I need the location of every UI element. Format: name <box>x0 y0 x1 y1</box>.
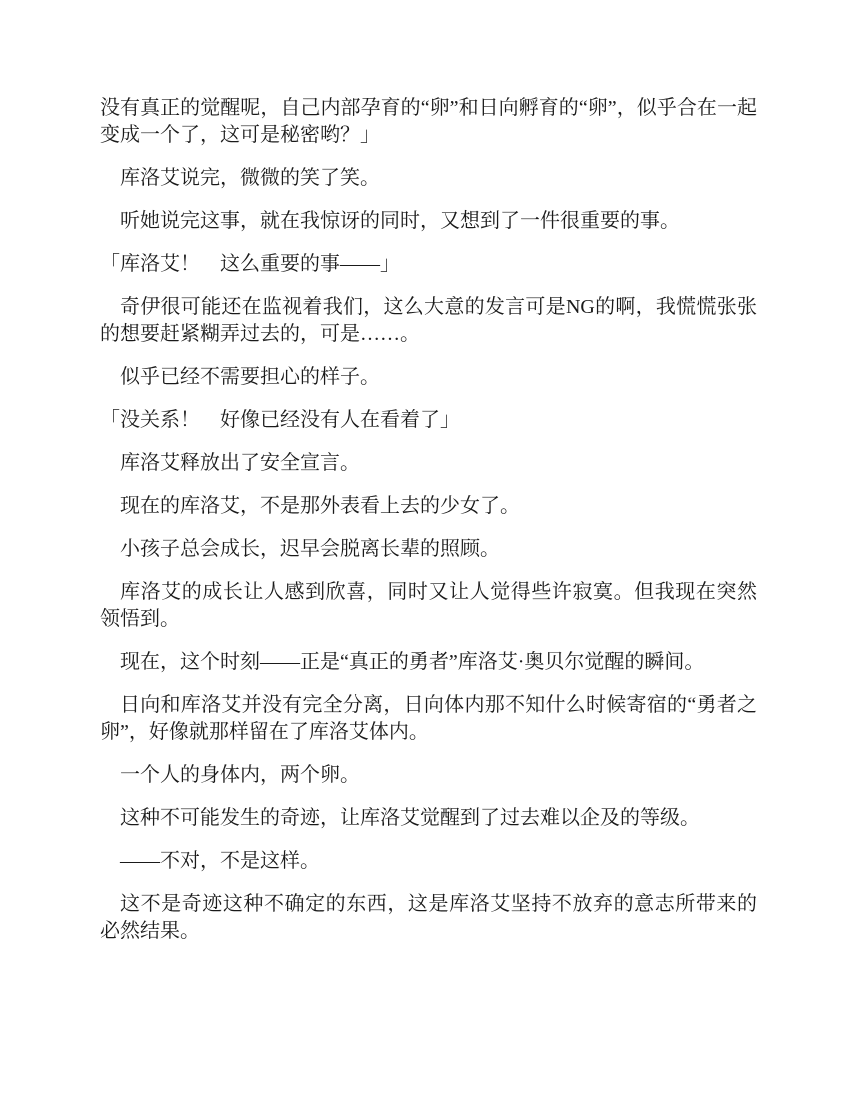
paragraph: 库洛艾说完，微微的笑了笑。 <box>120 167 380 189</box>
paragraph: ——不对，不是这样。 <box>120 850 320 872</box>
paragraph: 「没关系！ 好像已经没有人在看着了」 <box>100 409 460 431</box>
paragraph: 库洛艾的成长让人感到欣喜，同时又让人觉得些许寂寞。但我现在突然领悟到。 <box>100 581 757 630</box>
paragraph: 奇伊很可能还在监视着我们，这么大意的发言可是NG的啊，我慌慌张张的想要赶紧糊弄过去的，可是……。 <box>100 296 757 345</box>
paragraph: 日向和库洛艾并没有完全分离，日向体内那不知什么时候寄宿的“勇者之卵”，好像就那样留在了库洛艾体内。 <box>100 694 757 743</box>
paragraph: 这不是奇迹这种不确定的东西，这是库洛艾坚持不放弃的意志所带来的必然结果。 <box>100 893 757 942</box>
page-text-block <box>100 95 757 945</box>
paragraph: 小孩子总会成长，迟早会脱离长辈的照顾。 <box>120 538 500 560</box>
paragraph: 现在，这个时刻——正是“真正的勇者”库洛艾·奥贝尔觉醒的瞬间。 <box>120 651 705 673</box>
paragraph: 「库洛艾！ 这么重要的事——」 <box>100 253 400 275</box>
paragraph: 没有真正的觉醒呢，自己内部孕育的“卵”和日向孵育的“卵”，似乎合在一起变成一个了，这可是秘密哟？」 <box>100 97 757 146</box>
paragraph: 听她说完这事，就在我惊讶的同时，又想到了一件很重要的事。 <box>120 210 680 232</box>
paragraph: 这种不可能发生的奇迹，让库洛艾觉醒到了过去难以企及的等级。 <box>120 807 700 829</box>
paragraph: 现在的库洛艾，不是那外表看上去的少女了。 <box>120 495 520 517</box>
paragraph: 库洛艾释放出了安全宣言。 <box>120 452 360 474</box>
paragraph: 似乎已经不需要担心的样子。 <box>120 366 380 388</box>
paragraph: 一个人的身体内，两个卵。 <box>120 764 360 786</box>
